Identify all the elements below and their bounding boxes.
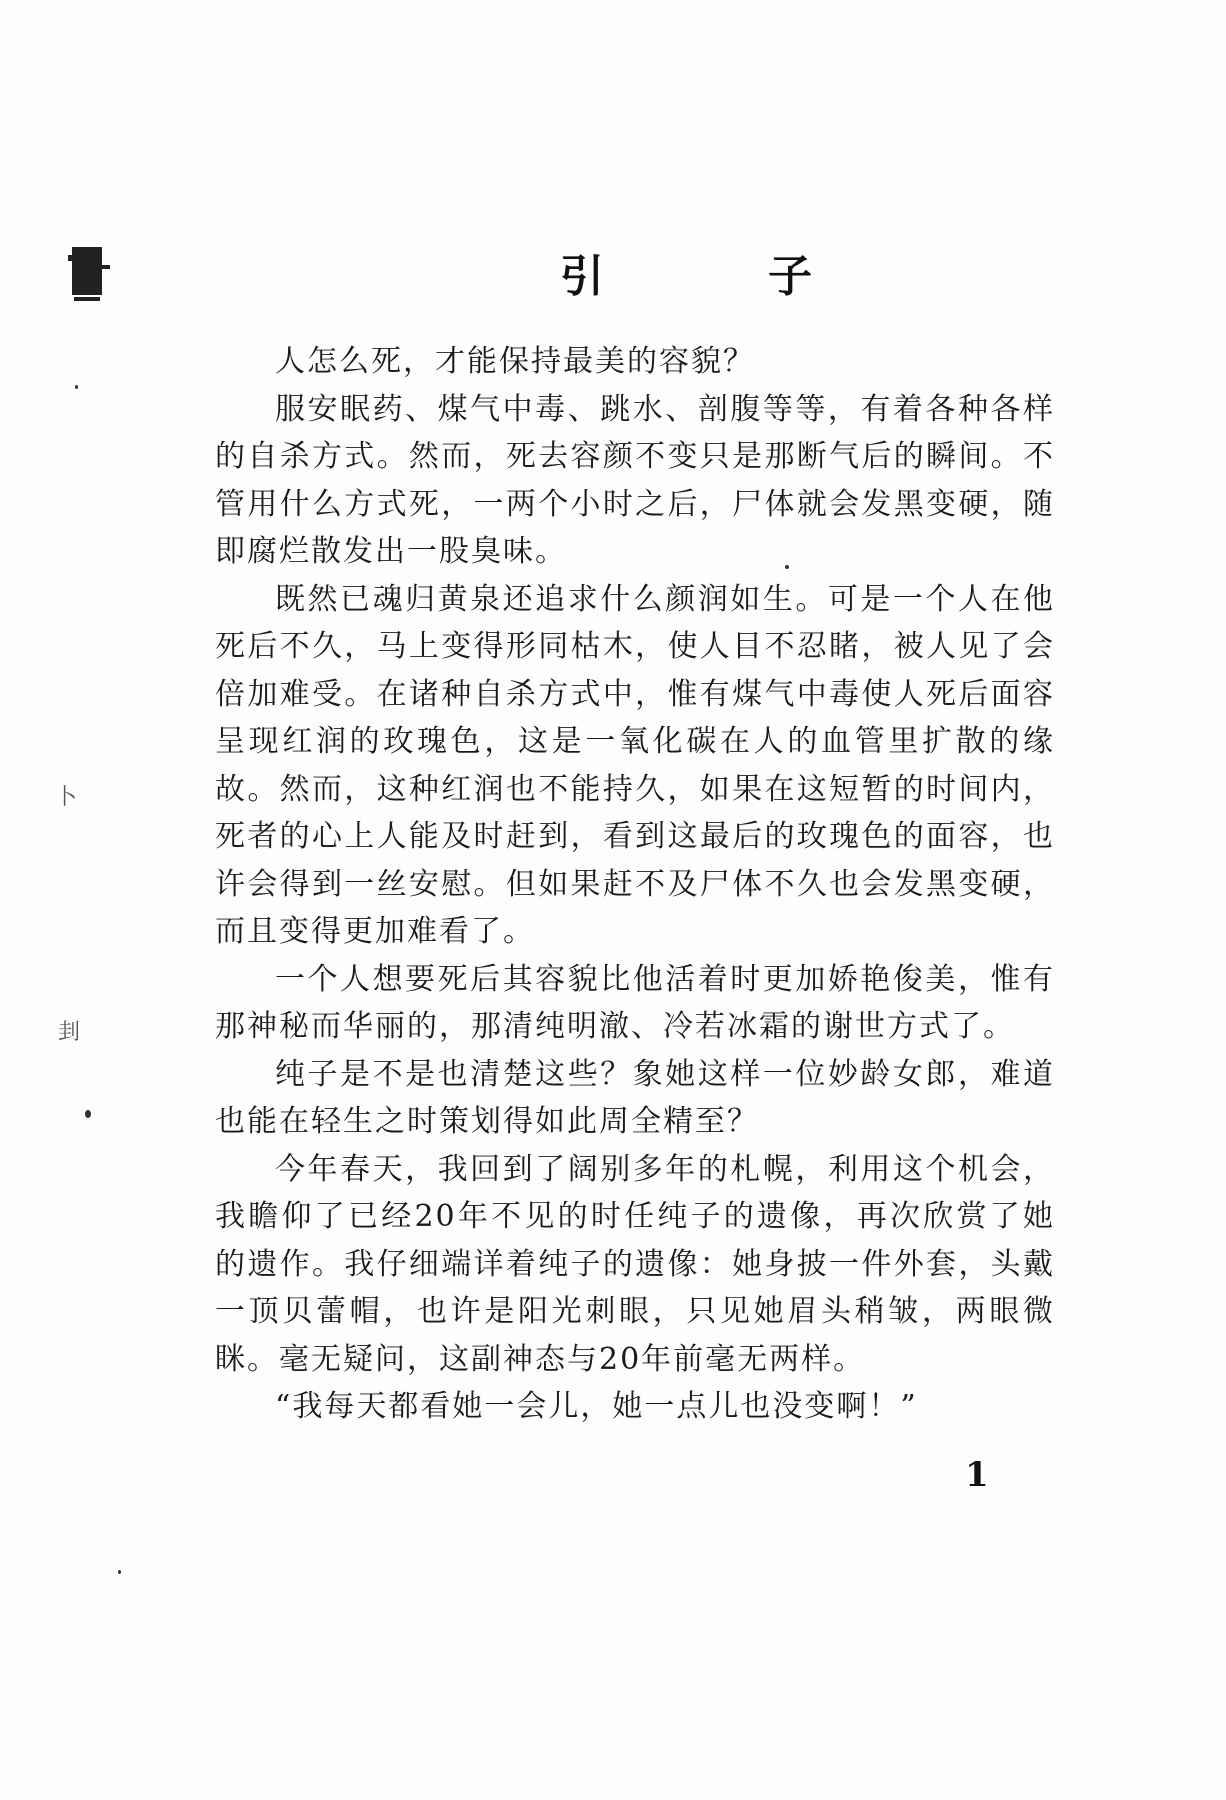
paragraph: 既然已魂归黄泉还追求什么颜润如生。可是一个人在他死后不久，马上变得形同枯木，使人目不忍睹，被人见了会倍加难受。在诸种自杀方式中，惟有煤气中毒使人死后面容呈现红润的玫瑰色，这是一氧化碳在人的血管里扩散的缘故。然而，这种红润也不能持久，如果在这短暂的时间内，死者的心上人能及时赶到，看到这最后的玫瑰色的面容，也许会得到一丝安慰。但如果赶不及尸体不久也会发黑变硬，而且变得更加难看了。 xyxy=(215,581,1055,949)
scan-speck xyxy=(118,1570,121,1574)
scan-speck xyxy=(75,385,78,389)
paragraph: 服安眠药、煤气中毒、跳水、剖腹等等，有着各种各样的自杀方式。然而，死去容颜不变只是那断气后的瞬间。不管用什么方式死，一两个小时之后，尸体就会发黑变硬，随即腐烂散发出一股臭味。 xyxy=(215,391,1055,569)
paragraph: “我每天都看她一会儿，她一点儿也没变啊！” xyxy=(275,1389,918,1424)
binding-stain xyxy=(68,245,114,305)
chapter-title: 引 子 xyxy=(560,251,872,302)
scan-speck xyxy=(85,1110,91,1118)
paragraph: 一个人想要死后其容貌比他活着时更加娇艳俊美，惟有那神秘而华丽的，那清纯明澈、冷若冰霜的谢世方式了。 xyxy=(215,961,1055,1044)
bleed-through-mark: 刲 xyxy=(58,1020,81,1045)
chapter-body xyxy=(215,338,1055,1431)
paragraph: 今年春天，我回到了阔别多年的札幌，利用这个机会，我瞻仰了已经20年不见的时任纯子的遗像，再次欣赏了她的遗作。我仔细端详着纯子的遗像：她身披一件外套，头戴一顶贝蕾帽，也许是阳光刺眼，只见她眉头稍皱，两眼微眯。毫无疑问，这副神态与20年前毫无两样。 xyxy=(215,1151,1055,1377)
paragraph: 纯子是不是也清楚这些？象她这样一位妙龄女郎，难道也能在轻生之时策划得如此周全精至？ xyxy=(215,1056,1055,1139)
page-number: 1 xyxy=(965,1455,989,1495)
paragraph: 人怎么死，才能保持最美的容貌？ xyxy=(275,344,755,379)
bleed-through-mark: 卜 xyxy=(55,785,78,810)
